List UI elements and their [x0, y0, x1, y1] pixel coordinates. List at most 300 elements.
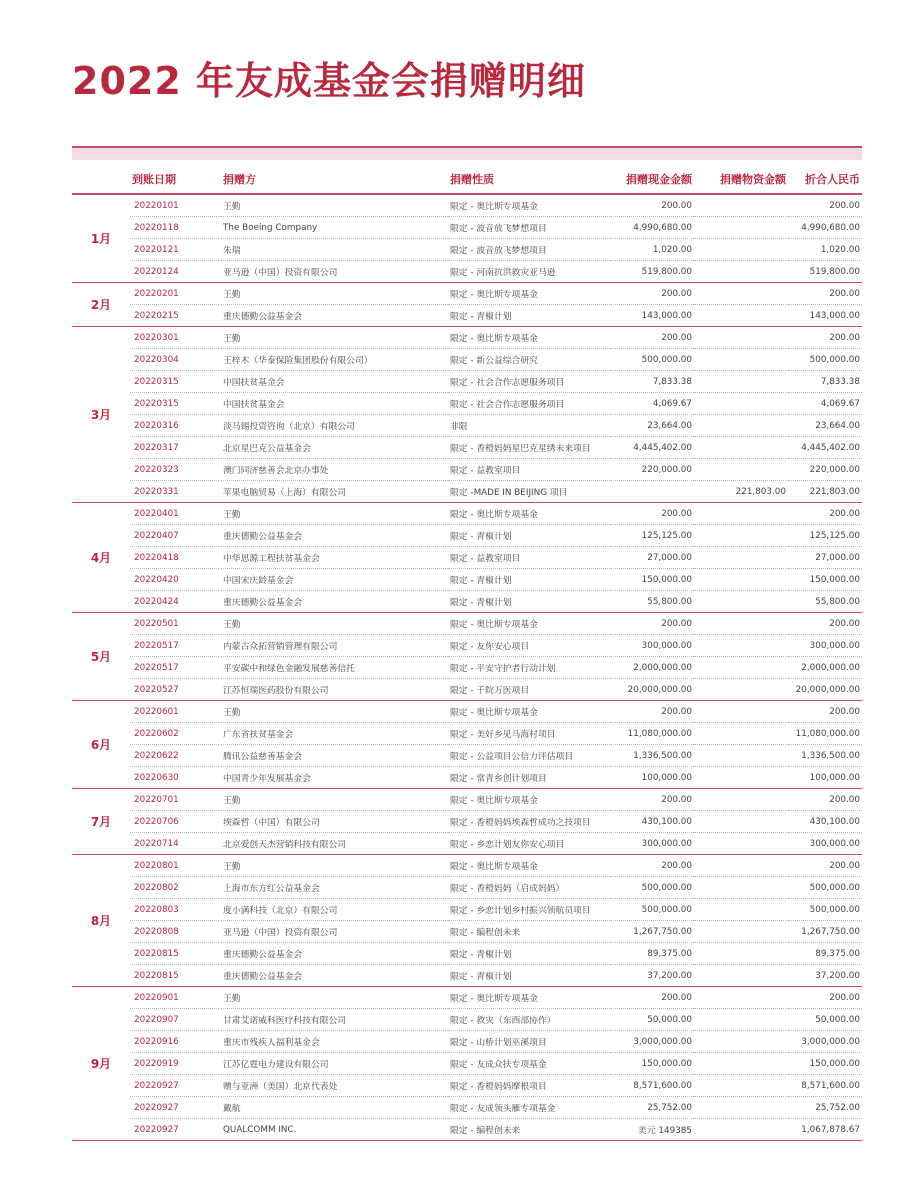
cell-cash-amount: 100,000.00 [610, 767, 694, 789]
cell-nature: 限定 - 波音放飞梦想项目 [448, 217, 610, 239]
table-row [72, 1119, 862, 1141]
cell-nature: 限定 - 奥比斯专项基金 [448, 283, 610, 305]
cell-cash-amount: 7,833.38 [610, 371, 694, 393]
cell-donor: 中华思源工程扶贫基金会 [221, 547, 448, 569]
cell-donor: 亚马逊（中国）投资有限公司 [221, 261, 448, 283]
cell-cash-amount: 27,000.00 [610, 547, 694, 569]
cell-rmb-total: 11,080,000.00 [788, 723, 862, 745]
cell-donor: 苹果电脑贸易（上海）有限公司 [221, 481, 448, 503]
cell-cash-amount: 37,200.00 [610, 965, 694, 987]
table-row [72, 239, 862, 261]
cell-cash-amount: 500,000.00 [610, 877, 694, 899]
cell-nature: 非限 [448, 415, 610, 437]
cell-nature: 限定 - 奥比斯专项基金 [448, 987, 610, 1009]
cell-donor: 戴航 [221, 1097, 448, 1119]
cell-donor: 亚马逊（中国）投资有限公司 [221, 921, 448, 943]
cell-nature: 限定 - 青椒计划 [448, 569, 610, 591]
table-row [72, 767, 862, 789]
cell-date: 20220919 [130, 1053, 221, 1075]
cell-date: 20220101 [130, 194, 221, 217]
cell-cash-amount: 55,800.00 [610, 591, 694, 613]
cell-donor: 北京爱创天杰营销科技有限公司 [221, 833, 448, 855]
cell-goods-amount [694, 811, 788, 833]
cell-goods-amount [694, 965, 788, 987]
cell-cash-amount: 8,571,600.00 [610, 1075, 694, 1097]
cell-goods-amount [694, 349, 788, 371]
cell-donor: 中国扶贫基金会 [221, 371, 448, 393]
cell-date: 20220927 [130, 1097, 221, 1119]
cell-date: 20220517 [130, 635, 221, 657]
cell-donor: 王勤 [221, 789, 448, 811]
table-row [72, 679, 862, 701]
cell-donor: 江苏亿霆电力建设有限公司 [221, 1053, 448, 1075]
table-row [72, 1031, 862, 1053]
cell-date: 20220121 [130, 239, 221, 261]
cell-donor: The Boeing Company [221, 217, 448, 239]
cell-date: 20220907 [130, 1009, 221, 1031]
header-date: 到账日期 [130, 165, 221, 194]
cell-cash-amount: 4,445,402.00 [610, 437, 694, 459]
cell-goods-amount: 221,803.00 [694, 481, 788, 503]
cell-cash-amount: 200.00 [610, 789, 694, 811]
cell-donor: 中国青少年发展基金会 [221, 767, 448, 789]
cell-cash-amount: 4,069.67 [610, 393, 694, 415]
cell-cash-amount: 150,000.00 [610, 569, 694, 591]
cell-nature: 限定 - 新公益综合研究 [448, 349, 610, 371]
cell-cash-amount: 430,100.00 [610, 811, 694, 833]
cell-date: 20220527 [130, 679, 221, 701]
cell-cash-amount: 美元 149385 [610, 1119, 694, 1141]
cell-date: 20220118 [130, 217, 221, 239]
table-row [72, 283, 862, 305]
cell-rmb-total: 89,375.00 [788, 943, 862, 965]
cell-nature: 限定 - 公益项目公信力评估项目 [448, 745, 610, 767]
cell-date: 20220316 [130, 415, 221, 437]
table-row [72, 591, 862, 613]
table-row [72, 459, 862, 481]
month-label: 7月 [72, 789, 130, 855]
table-row [72, 855, 862, 877]
cell-date: 20220808 [130, 921, 221, 943]
table-row [72, 371, 862, 393]
cell-cash-amount: 2,000,000.00 [610, 657, 694, 679]
cell-date: 20220901 [130, 987, 221, 1009]
cell-rmb-total: 200.00 [788, 789, 862, 811]
cell-cash-amount: 200.00 [610, 194, 694, 217]
cell-date: 20220801 [130, 855, 221, 877]
cell-goods-amount [694, 657, 788, 679]
cell-nature: 限定 - 友你安心项目 [448, 635, 610, 657]
table-row [72, 745, 862, 767]
cell-donor: 赠与亚洲（美国）北京代表处 [221, 1075, 448, 1097]
cell-date: 20220803 [130, 899, 221, 921]
cell-nature: 限定 - 千院万医项目 [448, 679, 610, 701]
cell-goods-amount [694, 305, 788, 327]
cell-goods-amount [694, 371, 788, 393]
cell-donor: 广东省扶贫基金会 [221, 723, 448, 745]
cell-donor: 王勤 [221, 503, 448, 525]
cell-date: 20220317 [130, 437, 221, 459]
cell-nature: 限定 - 友成领头雁专项基金 [448, 1097, 610, 1119]
cell-nature: 限定 - 奥比斯专项基金 [448, 503, 610, 525]
cell-cash-amount: 200.00 [610, 503, 694, 525]
cell-donor: 上海市东方红公益基金会 [221, 877, 448, 899]
cell-goods-amount [694, 194, 788, 217]
cell-goods-amount [694, 855, 788, 877]
cell-date: 20220927 [130, 1075, 221, 1097]
cell-nature: 限定 - 编程创未来 [448, 1119, 610, 1141]
cell-nature: 限定 - 益教室项目 [448, 547, 610, 569]
table-row [72, 811, 862, 833]
cell-nature: 限定 - 青椒计划 [448, 965, 610, 987]
table-row [72, 877, 862, 899]
cell-donor: 王勤 [221, 855, 448, 877]
cell-nature: 限定 - 河南抗洪救灾亚马逊 [448, 261, 610, 283]
cell-rmb-total: 221,803.00 [788, 481, 862, 503]
cell-rmb-total: 200.00 [788, 283, 862, 305]
cell-rmb-total: 300,000.00 [788, 635, 862, 657]
cell-rmb-total: 2,000,000.00 [788, 657, 862, 679]
cell-donor: 埃森哲（中国）有限公司 [221, 811, 448, 833]
cell-date: 20220301 [130, 327, 221, 349]
cell-cash-amount: 200.00 [610, 327, 694, 349]
cell-cash-amount: 500,000.00 [610, 899, 694, 921]
table-body [72, 194, 862, 1141]
cell-donor: 王勤 [221, 987, 448, 1009]
cell-date: 20220714 [130, 833, 221, 855]
cell-goods-amount [694, 987, 788, 1009]
cell-nature: 限定 - 社会合作志愿服务项目 [448, 371, 610, 393]
table-header-row [72, 165, 862, 194]
cell-cash-amount: 11,080,000.00 [610, 723, 694, 745]
table-row [72, 437, 862, 459]
cell-goods-amount [694, 833, 788, 855]
cell-goods-amount [694, 613, 788, 635]
cell-date: 20220501 [130, 613, 221, 635]
header-month [72, 165, 130, 194]
cell-date: 20220315 [130, 393, 221, 415]
cell-rmb-total: 143,000.00 [788, 305, 862, 327]
cell-rmb-total: 7,833.38 [788, 371, 862, 393]
cell-donor: 王勤 [221, 701, 448, 723]
table-row [72, 393, 862, 415]
table-row [72, 327, 862, 349]
cell-cash-amount: 200.00 [610, 855, 694, 877]
cell-date: 20220124 [130, 261, 221, 283]
cell-rmb-total: 20,000,000.00 [788, 679, 862, 701]
cell-rmb-total: 200.00 [788, 327, 862, 349]
cell-goods-amount [694, 283, 788, 305]
cell-nature: 限定 - 乡恋计划乡村振兴领航员项目 [448, 899, 610, 921]
cell-goods-amount [694, 569, 788, 591]
cell-nature: 限定 - 香橙妈妈星巴克星绣未来项目 [448, 437, 610, 459]
cell-rmb-total: 37,200.00 [788, 965, 862, 987]
cell-rmb-total: 300,000.00 [788, 833, 862, 855]
cell-date: 20220706 [130, 811, 221, 833]
cell-donor: 江苏恒瑞医药股份有限公司 [221, 679, 448, 701]
month-label: 3月 [72, 327, 130, 503]
cell-goods-amount [694, 745, 788, 767]
cell-nature: 限定 - 编程创未来 [448, 921, 610, 943]
cell-donor: 内蒙古众拓营销管理有限公司 [221, 635, 448, 657]
cell-nature: 限定 - 奥比斯专项基金 [448, 613, 610, 635]
cell-donor: 王勤 [221, 194, 448, 217]
cell-nature: 限定 - 山桥计划巫溪项目 [448, 1031, 610, 1053]
cell-cash-amount: 20,000,000.00 [610, 679, 694, 701]
cell-rmb-total: 150,000.00 [788, 569, 862, 591]
cell-rmb-total: 519,800.00 [788, 261, 862, 283]
cell-rmb-total: 25,752.00 [788, 1097, 862, 1119]
cell-rmb-total: 8,571,600.00 [788, 1075, 862, 1097]
cell-donor: 度小满科技（北京）有限公司 [221, 899, 448, 921]
table-row [72, 305, 862, 327]
cell-nature: 限定 - 救灾（东西部协作） [448, 1009, 610, 1031]
month-label: 1月 [72, 194, 130, 283]
cell-goods-amount [694, 899, 788, 921]
month-label: 6月 [72, 701, 130, 789]
cell-goods-amount [694, 767, 788, 789]
cell-nature: 限定 - 波音放飞梦想项目 [448, 239, 610, 261]
cell-date: 20220622 [130, 745, 221, 767]
cell-donor: 淡马锡投资咨询（北京）有限公司 [221, 415, 448, 437]
table-row [72, 481, 862, 503]
cell-cash-amount: 150,000.00 [610, 1053, 694, 1075]
table-row [72, 503, 862, 525]
cell-cash-amount: 200.00 [610, 701, 694, 723]
cell-nature: 限定 - 平安守护者行动计划 [448, 657, 610, 679]
cell-date: 20220916 [130, 1031, 221, 1053]
cell-goods-amount [694, 591, 788, 613]
table-row [72, 987, 862, 1009]
cell-goods-amount [694, 921, 788, 943]
cell-rmb-total: 1,336,500.00 [788, 745, 862, 767]
cell-rmb-total: 150,000.00 [788, 1053, 862, 1075]
cell-donor: 甘肃艾诺威科医疗科技有限公司 [221, 1009, 448, 1031]
cell-goods-amount [694, 327, 788, 349]
cell-cash-amount: 1,267,750.00 [610, 921, 694, 943]
table-row [72, 921, 862, 943]
table-row [72, 613, 862, 635]
cell-donor: 重庆德勤公益基金会 [221, 525, 448, 547]
cell-donor: 王勤 [221, 283, 448, 305]
cell-donor: 重庆德勤公益基金会 [221, 305, 448, 327]
cell-rmb-total: 500,000.00 [788, 877, 862, 899]
cell-goods-amount [694, 503, 788, 525]
cell-cash-amount: 200.00 [610, 283, 694, 305]
cell-donor: 重庆市残疾人福利基金会 [221, 1031, 448, 1053]
table-row [72, 194, 862, 217]
cell-cash-amount: 23,664.00 [610, 415, 694, 437]
cell-date: 20220420 [130, 569, 221, 591]
cell-nature: 限定 - 香橙妈妈（启成妈妈） [448, 877, 610, 899]
cell-date: 20220407 [130, 525, 221, 547]
cell-nature: 限定 - 奥比斯专项基金 [448, 194, 610, 217]
cell-cash-amount: 200.00 [610, 987, 694, 1009]
table-row [72, 1097, 862, 1119]
cell-cash-amount: 4,990,680.00 [610, 217, 694, 239]
cell-date: 20220602 [130, 723, 221, 745]
cell-donor: 重庆德勤公益基金会 [221, 965, 448, 987]
cell-goods-amount [694, 877, 788, 899]
cell-goods-amount [694, 635, 788, 657]
cell-goods-amount [694, 1053, 788, 1075]
cell-rmb-total: 4,445,402.00 [788, 437, 862, 459]
header-rmb-total: 折合人民币 [788, 165, 862, 194]
cell-rmb-total: 27,000.00 [788, 547, 862, 569]
cell-goods-amount [694, 217, 788, 239]
cell-rmb-total: 200.00 [788, 194, 862, 217]
cell-cash-amount: 220,000.00 [610, 459, 694, 481]
cell-donor: 北京星巴克公益基金会 [221, 437, 448, 459]
cell-nature: 限定 - 青椒计划 [448, 591, 610, 613]
month-label: 9月 [72, 987, 130, 1141]
cell-donor: 中国扶贫基金会 [221, 393, 448, 415]
donation-table-wrap [72, 165, 862, 1141]
cell-cash-amount: 300,000.00 [610, 635, 694, 657]
cell-rmb-total: 3,000,000.00 [788, 1031, 862, 1053]
cell-donor: 朱瑞 [221, 239, 448, 261]
cell-goods-amount [694, 525, 788, 547]
cell-nature: 限定 - 香橙妈妈埃森哲成功之技项目 [448, 811, 610, 833]
cell-donor: 王勤 [221, 327, 448, 349]
cell-donor: QUALCOMM INC. [221, 1119, 448, 1141]
cell-rmb-total: 200.00 [788, 503, 862, 525]
cell-donor: 腾讯公益慈善基金会 [221, 745, 448, 767]
table-row [72, 899, 862, 921]
cell-date: 20220424 [130, 591, 221, 613]
cell-cash-amount: 300,000.00 [610, 833, 694, 855]
cell-date: 20220201 [130, 283, 221, 305]
cell-nature: 限定 - 奥比斯专项基金 [448, 701, 610, 723]
cell-rmb-total: 55,800.00 [788, 591, 862, 613]
cell-goods-amount [694, 437, 788, 459]
header-cash-amount: 捐赠现金金额 [610, 165, 694, 194]
cell-donor: 重庆德勤公益基金会 [221, 591, 448, 613]
header-nature: 捐赠性质 [448, 165, 610, 194]
month-label: 2月 [72, 283, 130, 327]
month-label: 8月 [72, 855, 130, 987]
cell-date: 20220601 [130, 701, 221, 723]
cell-rmb-total: 4,990,680.00 [788, 217, 862, 239]
header-donor: 捐赠方 [221, 165, 448, 194]
cell-donor: 王勤 [221, 613, 448, 635]
cell-nature: 限定 - 美好乡见马海村项目 [448, 723, 610, 745]
cell-rmb-total: 500,000.00 [788, 899, 862, 921]
cell-goods-amount [694, 393, 788, 415]
cell-goods-amount [694, 1097, 788, 1119]
cell-goods-amount [694, 459, 788, 481]
table-row [72, 1075, 862, 1097]
table-row [72, 789, 862, 811]
cell-rmb-total: 100,000.00 [788, 767, 862, 789]
cell-date: 20220517 [130, 657, 221, 679]
cell-goods-amount [694, 1009, 788, 1031]
cell-rmb-total: 125,125.00 [788, 525, 862, 547]
cell-nature: 限定 -MADE IN BEIJING 项目 [448, 481, 610, 503]
cell-rmb-total: 220,000.00 [788, 459, 862, 481]
cell-goods-amount [694, 943, 788, 965]
cell-goods-amount [694, 789, 788, 811]
cell-goods-amount [694, 679, 788, 701]
cell-date: 20220215 [130, 305, 221, 327]
cell-nature: 限定 - 青椒计划 [448, 943, 610, 965]
cell-nature: 限定 - 青椒计划 [448, 305, 610, 327]
cell-cash-amount: 25,752.00 [610, 1097, 694, 1119]
cell-date: 20220315 [130, 371, 221, 393]
cell-rmb-total: 4,069.67 [788, 393, 862, 415]
table-row [72, 1009, 862, 1031]
cell-nature: 限定 - 奥比斯专项基金 [448, 855, 610, 877]
table-row [72, 965, 862, 987]
cell-rmb-total: 1,267,750.00 [788, 921, 862, 943]
cell-nature: 限定 - 青椒计划 [448, 525, 610, 547]
cell-goods-amount [694, 723, 788, 745]
cell-rmb-total: 50,000.00 [788, 1009, 862, 1031]
cell-cash-amount: 89,375.00 [610, 943, 694, 965]
cell-goods-amount [694, 701, 788, 723]
cell-date: 20220815 [130, 943, 221, 965]
cell-date: 20220630 [130, 767, 221, 789]
table-row [72, 569, 862, 591]
table-row [72, 525, 862, 547]
cell-cash-amount: 500,000.00 [610, 349, 694, 371]
month-label: 4月 [72, 503, 130, 613]
cell-rmb-total: 200.00 [788, 855, 862, 877]
cell-nature: 限定 - 奥比斯专项基金 [448, 327, 610, 349]
cell-goods-amount [694, 415, 788, 437]
cell-cash-amount: 1,336,500.00 [610, 745, 694, 767]
cell-cash-amount: 125,125.00 [610, 525, 694, 547]
cell-cash-amount [610, 481, 694, 503]
month-label: 5月 [72, 613, 130, 701]
table-row [72, 723, 862, 745]
cell-donor: 平安碳中和绿色金融发展慈善信托 [221, 657, 448, 679]
cell-goods-amount [694, 547, 788, 569]
page-title: 2022 年友成基金会捐赠明细 [72, 59, 586, 103]
cell-cash-amount: 200.00 [610, 613, 694, 635]
cell-goods-amount [694, 1075, 788, 1097]
cell-rmb-total: 200.00 [788, 987, 862, 1009]
cell-cash-amount: 50,000.00 [610, 1009, 694, 1031]
cell-date: 20220815 [130, 965, 221, 987]
cell-cash-amount: 143,000.00 [610, 305, 694, 327]
cell-donor: 王梓木（华泰保险集团股份有限公司） [221, 349, 448, 371]
cell-nature: 限定 - 奥比斯专项基金 [448, 789, 610, 811]
cell-cash-amount: 3,000,000.00 [610, 1031, 694, 1053]
header-goods-amount: 捐赠物资金额 [694, 165, 788, 194]
cell-rmb-total: 200.00 [788, 701, 862, 723]
cell-nature: 限定 - 益教室项目 [448, 459, 610, 481]
cell-rmb-total: 500,000.00 [788, 349, 862, 371]
cell-rmb-total: 1,020.00 [788, 239, 862, 261]
table-row [72, 635, 862, 657]
cell-date: 20220802 [130, 877, 221, 899]
donation-table [72, 165, 862, 1141]
cell-donor: 重庆德勤公益基金会 [221, 943, 448, 965]
cell-rmb-total: 23,664.00 [788, 415, 862, 437]
cell-date: 20220323 [130, 459, 221, 481]
cell-nature: 限定 - 香橙妈妈摩根项目 [448, 1075, 610, 1097]
header-band [72, 146, 862, 160]
cell-date: 20220331 [130, 481, 221, 503]
table-row [72, 833, 862, 855]
cell-rmb-total: 200.00 [788, 613, 862, 635]
cell-rmb-total: 430,100.00 [788, 811, 862, 833]
table-row [72, 217, 862, 239]
cell-donor: 中国宋庆龄基金会 [221, 569, 448, 591]
table-row [72, 415, 862, 437]
cell-nature: 限定 - 常青乡创计划项目 [448, 767, 610, 789]
